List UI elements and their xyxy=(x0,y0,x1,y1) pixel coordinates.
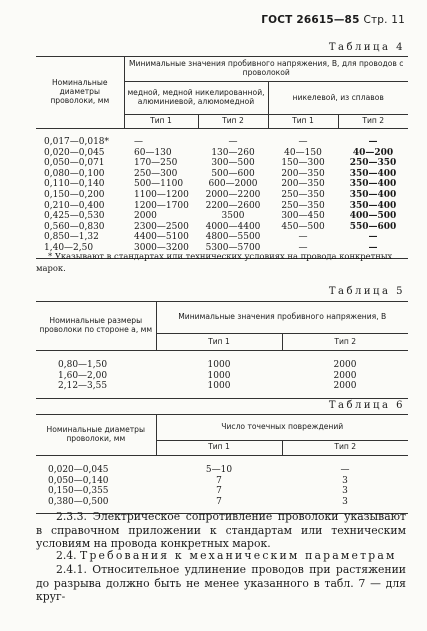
section-2-4-heading xyxy=(36,549,406,563)
table4-group2-header: никелевой, из сплавов xyxy=(268,82,408,115)
section-2-4-number: 2.4. xyxy=(56,549,77,562)
table4-g2-type1: Тип 1 xyxy=(268,115,338,129)
table4 xyxy=(36,56,408,259)
section-2-4-title: Требования к механическим параметрам xyxy=(80,549,397,562)
paragraph-2-4-1: 2.4.1. Относительное удлинение проводов при растяжении до разрыва должно быть не менее указанного в табл. 7 — для круг- xyxy=(36,563,406,603)
table4-g2t2-values: — 40—200 250—350 350—400 350—400 350—400 350—400 400—500 550—600 — — xyxy=(349,137,397,253)
table4-g1t2-values: — 130—260 300—500 500—600 600—2000 2000—2200 2200—2600 3500 4000—4400 4800—5500 5300—5700 xyxy=(205,137,261,253)
table5-type1: Тип 1 xyxy=(156,334,282,351)
table6-caption: Таблица 6 xyxy=(328,400,405,411)
table4-g2t1-values: — 40—150 150—300 200—350 200—350 250—350 250—350 300—450 450—500 — — xyxy=(281,137,325,253)
page-number: Стр. 11 xyxy=(363,14,405,26)
table6-type2: Тип 2 xyxy=(282,440,408,455)
table5-type1-values: 1000 1000 1000 xyxy=(207,360,231,392)
table5-type2-values: 2000 2000 2000 xyxy=(333,360,357,392)
table6-type1: Тип 1 xyxy=(156,440,282,455)
table4-g2-type2: Тип 2 xyxy=(338,115,408,129)
table4-g1-type2: Тип 2 xyxy=(198,115,268,129)
table5-type2: Тип 2 xyxy=(282,334,408,351)
table6-main-header: Число точечных повреждений xyxy=(156,415,408,441)
table6-diam-header: Номинальные диаметры проволоки, мм xyxy=(36,415,156,456)
table4-main-header: Минимальные значения пробивного напряжения, В, для проводов с проволокой xyxy=(124,57,408,82)
table4-g1t1-values: — 60—130 170—250 250—300 500—1100 1100—1200 1200—1700 2000 2300—2500 4400—5100 3000—3200 xyxy=(134,137,189,253)
page-header xyxy=(261,14,405,26)
table6-type2-values: — 3 3 3 xyxy=(340,465,350,507)
table5-size-header: Номинальные размеры проволоки по стороне a, мм xyxy=(36,302,156,351)
table4-footnote: * Указывают в стандартах или технических условиях на провода конкретных марок. xyxy=(36,251,393,273)
table6 xyxy=(36,414,408,514)
table4-g1-type1: Тип 1 xyxy=(124,115,198,129)
table6-type1-values: 5—10 7 7 7 xyxy=(205,465,233,507)
paragraph-2-3-3: 2.3.3. Электрическое сопротивление проволоки указывают в справочном приложении к стандартам или техническим условиям на провода конкретных марок. xyxy=(36,510,406,550)
table4-group1-header: медной, медной никелированной, алюминиевой, алюмомедной xyxy=(124,82,268,115)
table4-diam-header: Номинальные диаметры проволоки, мм xyxy=(36,57,124,129)
table4-diameters: 0,017—0,018* 0,020—0,045 0,050—0,071 0,080—0,100 0,110—0,140 0,150—0,200 0,210—0,400 0,425—0,530 0,560—0,830 0,850—1,32 1,40—2,50 xyxy=(44,137,110,253)
table5 xyxy=(36,301,408,399)
table5-sizes: 0,80—1,50 1,60—2,00 2,12—3,55 xyxy=(58,360,108,392)
table5-caption: Таблица 5 xyxy=(328,286,405,297)
table6-diameters: 0,020—0,045 0,050—0,140 0,150—0,355 0,380—0,500 xyxy=(48,465,109,507)
table4-caption: Таблица 4 xyxy=(328,42,405,53)
table5-main-header: Минимальные значения пробивного напряжения, В xyxy=(156,302,408,334)
gost-number: ГОСТ 26615—85 xyxy=(261,14,360,26)
